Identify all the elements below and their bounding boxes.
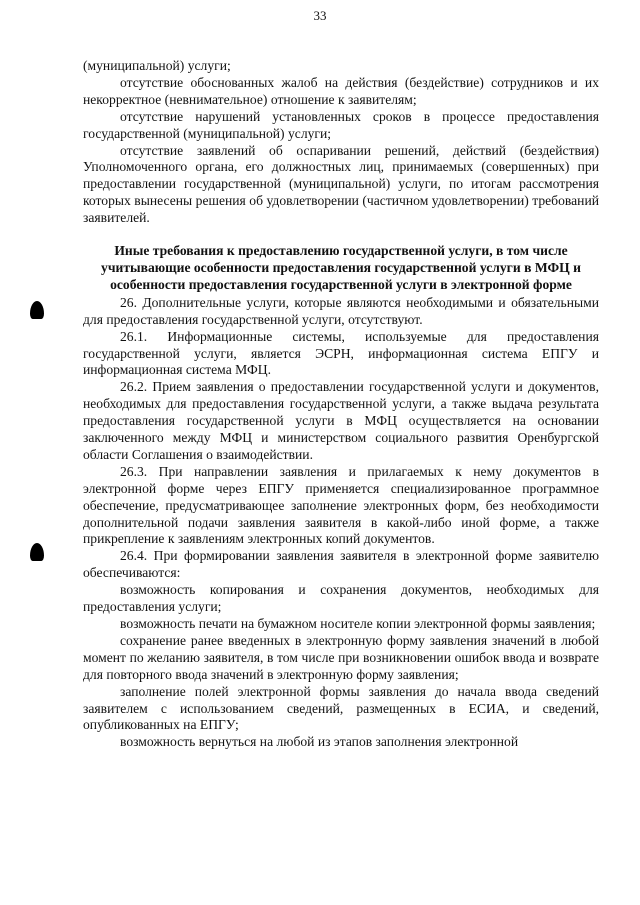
- paragraph: возможность вернуться на любой из этапов заполнения электронной: [120, 734, 519, 750]
- paragraph: 26.1. Информационные системы, используемые для предоставления государственной услуги, является ЭСРН, информационная система ЕПГУ и информационная система МФЦ.: [83, 328, 599, 378]
- page-number: 33: [313, 8, 327, 23]
- paragraph: 26.4. При формировании заявления заявителя в электронной форме заявителю обеспечиваются:: [83, 548, 599, 581]
- section-heading: Иные требования к предоставлению государственной услуги, в том числе учитывающие особенности предоставления государственной услуги в МФЦ и особенности предоставления государственной услуги в электронной форме: [101, 243, 581, 292]
- paragraph: возможность печати на бумажном носителе копии электронной формы заявления;: [120, 616, 596, 631]
- paragraph: заполнение полей электронной формы заявления до начала ввода сведений заявителем с использованием сведений, размещенных в ЕСИА, и сведений, опубликованных на ЕПГУ;: [83, 683, 599, 733]
- paragraph: отсутствие нарушений установленных сроков в процессе предоставления государственной (муниципальной) услуги;: [83, 108, 599, 141]
- punch-hole-mark: [30, 543, 44, 561]
- paragraph: возможность копирования и сохранения документов, необходимых для предоставления услуги;: [83, 582, 599, 615]
- punch-hole-mark: [30, 301, 44, 319]
- document-body: [83, 58, 599, 751]
- paragraph: отсутствие обоснованных жалоб на действия (бездействие) сотрудников и их некорректное (невнимательное) отношение к заявителям;: [83, 74, 599, 107]
- paragraph: отсутствие заявлений об оспаривании решений, действий (бездействия) Уполномоченного органа, его должностных лиц, принимаемых (совершенных) при предоставлении государственной (муниципальной) услуги, по итогам рассмотрения которых вынесены решения об удовлетворении (частичном удовлетворении) требований заявителей.: [83, 142, 599, 226]
- paragraph: 26.3. При направлении заявления и прилагаемых к нему документов в электронной форме через ЕПГУ применяется специализированное программное обеспечение, предусматривающее заполнение электронных форм, без необходимости дополнительной подачи заявления заявителя в какой-либо иной форме, а также прикрепление к заявлениям электронных копий документов.: [83, 463, 599, 547]
- paragraph: сохранение ранее введенных в электронную форму заявления значений в любой момент по желанию заявителя, в том числе при возникновении ошибок ввода и возврате для повторного ввода значений в электронную форму заявления;: [83, 632, 599, 682]
- paragraph: 26.2. Прием заявления о предоставлении государственной услуги и документов, необходимых для предоставления государственной услуги, а также выдача результата предоставления государственной услуги в МФЦ осуществляется на основании заключенного между МФЦ и министерством социального развития Оренбургской области Соглашения о взаимодействии.: [83, 379, 599, 462]
- paragraph: 26. Дополнительные услуги, которые являются необходимыми и обязательными для предоставления государственной услуги, отсутствуют.: [83, 294, 599, 327]
- paragraph: (муниципальной) услуги;: [83, 58, 231, 73]
